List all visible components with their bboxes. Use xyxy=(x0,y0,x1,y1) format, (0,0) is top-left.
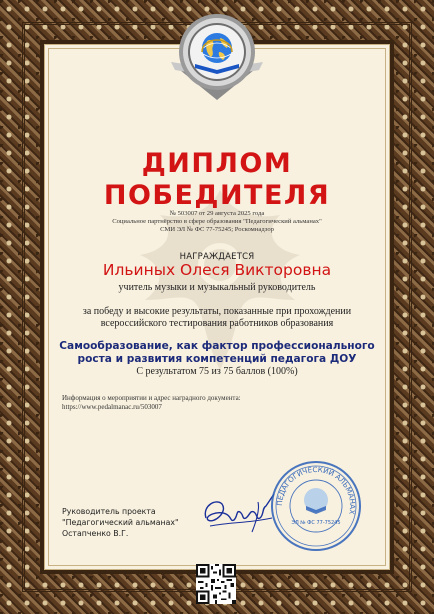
result-score: С результатом 75 из 75 баллов (100%) xyxy=(136,366,298,377)
recipient-name: Ильиных Олеся Викторовна xyxy=(102,261,332,279)
qr-code-icon[interactable] xyxy=(196,564,236,604)
document-url[interactable]: https://www.pedalmanac.ru/503007 xyxy=(62,403,162,411)
partnership-line: Социальное партнёрство в сфере образования "Педагогический альманах" xyxy=(112,218,322,225)
diploma-title-line1: ДИПЛОМ xyxy=(141,148,293,179)
stamp-center-text: ЭЛ № ФС 77-75245 xyxy=(291,520,341,526)
registration-line: СМИ ЭЛ № ФС 77-75245; Роскомнадзор xyxy=(160,226,274,233)
round-seal-stamp-icon xyxy=(268,458,364,554)
head-title: Руководитель проекта xyxy=(62,507,156,516)
reason-line2: всероссийского тестирования работников образования xyxy=(100,318,334,329)
stamp-ring-text: ПЕДАГОГИЧЕСКИЙ АЛЬМАНАХ xyxy=(274,464,358,516)
head-project: "Педагогический альманах" xyxy=(62,518,179,527)
recipient-position: учитель музыки и музыкальный руководитель xyxy=(118,282,316,293)
awards-label: НАГРАЖДАЕТСЯ xyxy=(179,252,255,262)
topic-line1: Самообразование, как фактор профессионального xyxy=(59,340,375,352)
diploma-title-line2: ПОБЕДИТЕЛЯ xyxy=(103,180,331,211)
head-name: Остапченко В.Г. xyxy=(62,529,129,538)
info-label: Информация о мероприятии и адрес наградного документа: xyxy=(62,394,241,402)
diploma-number: № 503007 от 29 августа 2025 года xyxy=(169,210,265,217)
reason-line1: за победу и высокие результаты, показанные при прохождении xyxy=(82,306,352,317)
topic-line2: роста и развития компетенций педагога ДОУ xyxy=(77,353,357,365)
globe-book-emblem-icon xyxy=(167,8,267,104)
